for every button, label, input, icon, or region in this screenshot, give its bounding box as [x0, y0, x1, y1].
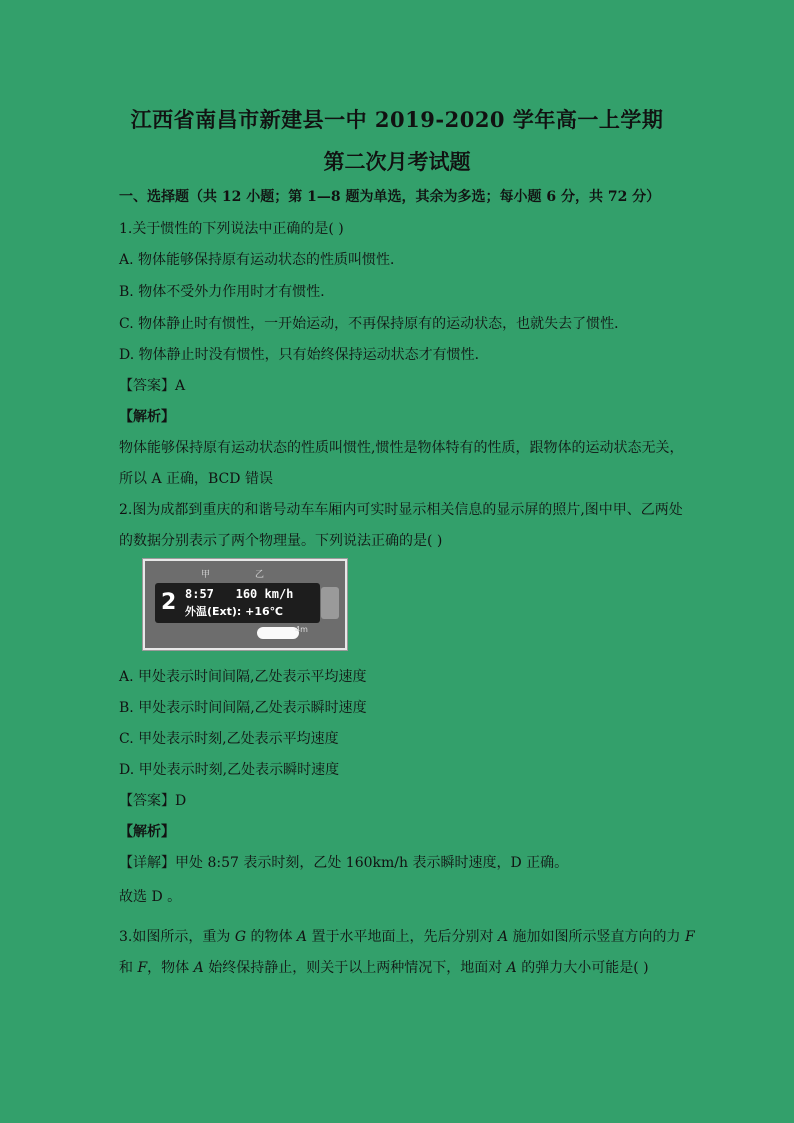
- q3-var-a: A: [506, 960, 517, 976]
- q1-option-b: B. 物体不受外力作用时才有惯性．: [119, 284, 335, 300]
- display-temperature: 外温(Ext): +16℃: [185, 605, 283, 618]
- q3-text: 施加如图所示竖直方向的力: [508, 929, 685, 945]
- q2-detail: 【详解】甲处 8:57 表示时刻，乙处 160km/h 表示瞬时速度，D 正确。: [119, 855, 569, 871]
- q3-text: 始终保持静止，则关于以上两种情况下，地面对: [203, 960, 507, 976]
- q3-var-g: G: [234, 929, 246, 945]
- display-side-bar: [321, 587, 339, 619]
- photo-small-text: 4m: [295, 625, 308, 634]
- photo-label-jia: 甲: [201, 570, 211, 580]
- q3-text: ，物体: [147, 960, 194, 976]
- q1-analysis-label: 【解析】: [119, 409, 175, 425]
- q2-answer: 【答案】D: [119, 793, 187, 809]
- q1-option-d: D. 物体静止时没有惯性，只有始终保持运动状态才有惯性．: [119, 347, 489, 363]
- document-subtitle: 第二次月考试题: [323, 149, 471, 174]
- train-display-photo: [142, 558, 348, 651]
- section-heading: 一、选择题（共 12 小题；第 1—8 题为单选，其余为多选；每小题 6 分，共 72 分）: [119, 189, 661, 205]
- q3-text: 3.如图所示，重为: [119, 929, 235, 945]
- q3-text: 置于水平地面上，先后分别对: [307, 929, 498, 945]
- q3-text: 和: [119, 960, 138, 976]
- q2-option-c: C. 甲处表示时刻,乙处表示平均速度: [119, 731, 339, 747]
- q3-text: 的物体: [246, 929, 297, 945]
- document-title: 江西省南昌市新建县一中 2019-2020 学年高一上学期: [130, 107, 664, 132]
- q3-stem-line-1: [119, 926, 695, 946]
- q1-option-a: A. 物体能够保持原有运动状态的性质叫惯性．: [119, 252, 405, 268]
- q3-stem-line-2: [119, 957, 649, 977]
- q2-conclusion: 故选 D 。: [119, 889, 182, 905]
- q2-option-a: A. 甲处表示时间间隔,乙处表示平均速度: [119, 669, 367, 685]
- display-time: 8:57: [185, 587, 214, 601]
- photo-frame: [145, 561, 345, 648]
- photo-smudge: [257, 627, 299, 639]
- q3-text: 的弹力大小可能是( ): [516, 960, 649, 976]
- car-number: 2: [161, 590, 177, 615]
- q1-analysis-line-1: 物体能够保持原有运动状态的性质叫惯性,惯性是物体特有的性质，跟物体的运动状态无关，: [119, 440, 684, 456]
- display-speed: 160 km/h: [235, 587, 294, 601]
- q2-stem-line-1: 2.图为成都到重庆的和谐号动车车厢内可实时显示相关信息的显示屏的照片,图中甲、乙两处: [119, 502, 683, 518]
- q3-var-f: F: [684, 929, 695, 945]
- q2-stem-line-2: 的数据分别表示了两个物理量。下列说法正确的是( ): [119, 533, 443, 549]
- q1-stem: 1.关于惯性的下列说法中正确的是( ): [119, 221, 344, 237]
- q2-analysis-label: 【解析】: [119, 824, 175, 840]
- q1-option-c: C. 物体静止时有惯性，一开始运动，不再保持原有的运动状态，也就失去了惯性．: [119, 316, 629, 332]
- q3-var-a: A: [497, 929, 509, 945]
- display-screen: [155, 583, 320, 623]
- q2-option-b: B. 甲处表示时间间隔,乙处表示瞬时速度: [119, 700, 367, 716]
- q1-analysis-line-2: 所以 A 正确，BCD 错误: [119, 471, 273, 487]
- q3-var-a: A: [296, 929, 308, 945]
- display-row-time-speed: [185, 587, 293, 601]
- q1-answer: 【答案】A: [119, 378, 186, 394]
- q2-option-d: D. 甲处表示时刻,乙处表示瞬时速度: [119, 762, 340, 778]
- q3-var-a: A: [193, 960, 204, 976]
- photo-label-yi: 乙: [255, 570, 265, 580]
- q3-var-f: F: [137, 960, 148, 976]
